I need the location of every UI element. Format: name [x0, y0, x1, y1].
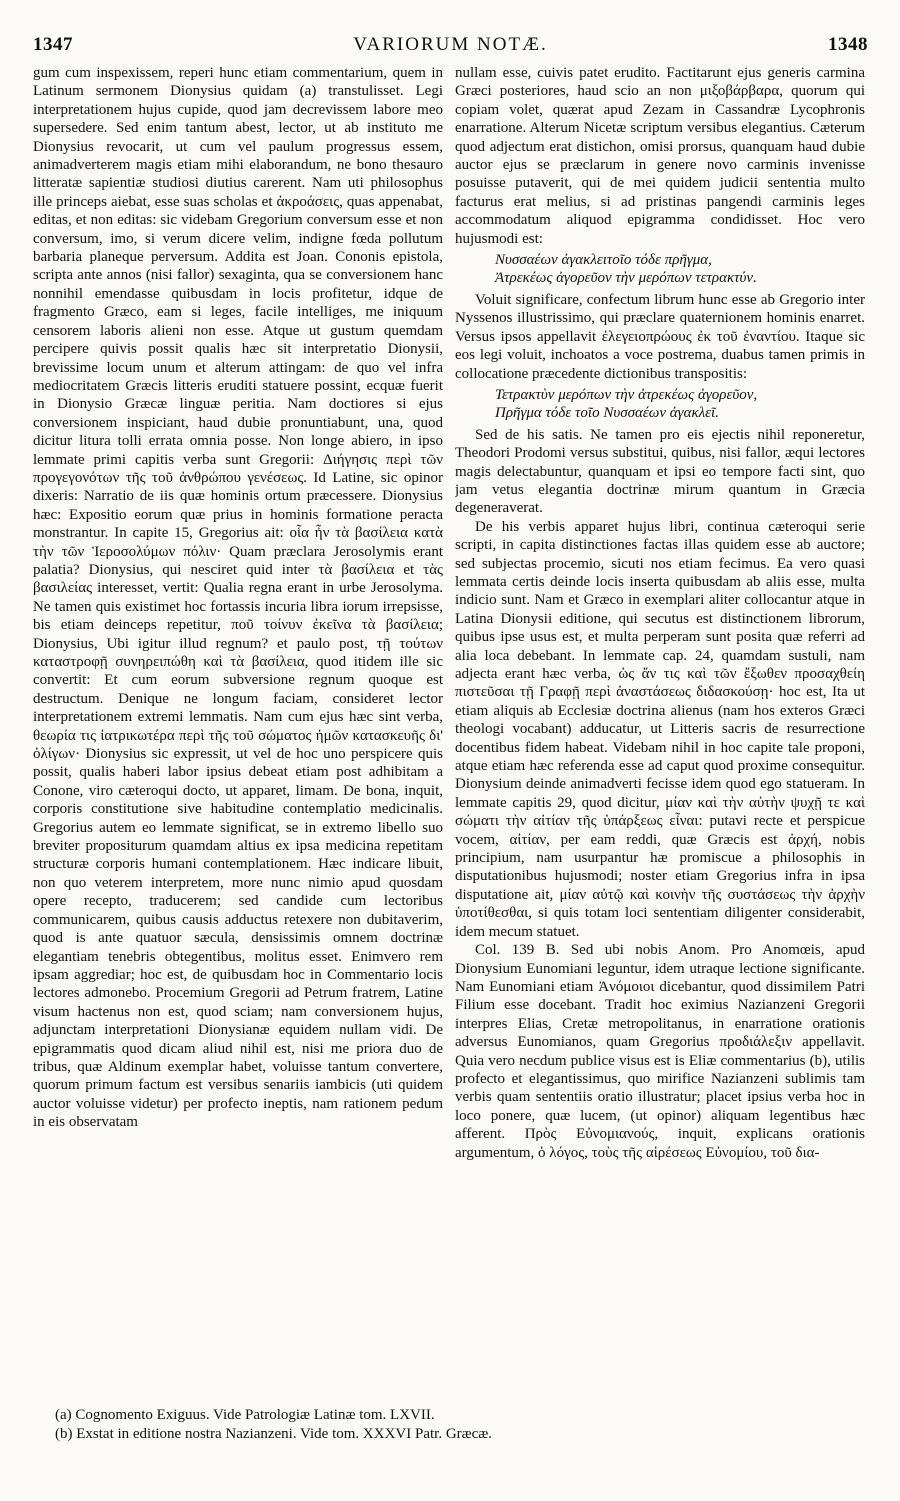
- footnote-b: (b) Exstat in editione nostra Nazianzeni. Vide tom. XXXVI Patr. Græcæ.: [55, 1425, 493, 1442]
- footnotes: [55, 1406, 875, 1443]
- paragraph-5: Col. 139 B. Sed ubi nobis Anom. Pro Anomœis, apud Dionysium Eunomiani leguntur, idem utraque lectione significante. Nam Eunomiani etiam Ἀνόμοιοι dicebantur, quod dissimilem Patri Filium esse docebant. Tradit hoc eximius Nazianzeni Gregorii interpres Elias, Cretæ metropolitanus, in enarratione orationis adversus Eunomianos, quam Gregorius προδιάλεξιν appellavit. Quia vero necdum publice visus est is Eliæ commentarius (b), utilis profecto et elegantissimus, quo mirifice Nazianzeni sublimis tam verbis quam sententiis oratio illustratur; placet ipsius verba hoc in loco ponere, quæ lucem, (ut opinor) aliquam legentibus hæc afferent. Πρὸς Εὐνομιανούς, inquit, explicans orationis argumentum, ὁ λόγος, τοὺς τῆς αἱρέσεως Εὐνομίου, τοῦ δια-: [455, 942, 865, 1161]
- paragraph-4: De his verbis apparet hujus libri, continua cæteroqui serie scripti, in capita distinctiones factas illas quidem esse ab auctore; sed subjectas procemio, sicuti nos etiam fecimus. Ea vero quasi lemmata certis deinde locis inserta quibusdam ab aliis esse, multa indicio sunt. Nam et Græco in exemplari aliter collocantur atque in Latina Dionysii editione, qui secutus est distinctionem librorum, quibus ipse usus est, et multa perperam sunt posita quæ referri ad alia loca debebant. In lemmate cap. 24, quamdam sustuli, nam adjecta erant hæc verba, ὡς ἄν τις καὶ τῶν ἔξωθεν προσαχθείη πιστεῦσαι τῇ Γραφῇ περὶ ἀναστάσεως διδασκούσῃ· hoc est, Ita ut etiam aliquis ab Ecclesiæ doctrina alienus (nam hos exteros Græci theologi vocabant) adducatur, ut Litteris sacris de resurrectione docentibus fidem habeat. Videbam nihil in hoc capite tale proponi, atque etiam hæc referenda esse ad caput quod proxime consequitur. Dionysium deinde animadverti fecisse idem quod ego statueram. In lemmate capitis 29, quod dicitur, μίαν καὶ τὴν αὐτὴν ψυχῇ τε καὶ σώματι τὴν αἰτίαν τῆς ὑπάρξεως εἶναι: putavi recte et perspicue vocem, αἰτίαν, per eam reddi, quæ Græcis est ἀρχή, nobis principium, nam usurpantur hæ promiscue a philosophis in disputationibus hujusmodi; noster etiam Gregorius infra in ipsa disputatione ait, μίαν αὐτῷ καὶ κοινὴν τῆς συστάσεως τὴν ἀρχὴν ὑποτίθεσθαι, si quis totam loci sententiam diligenter considerabit, idem mecum statuet.: [455, 518, 865, 940]
- left-column-text: gum cum inspexissem, reperi hunc etiam commentarium, quem in Latinum sermonem Dionysius quidam (a) transtulisset. Legi interpretationem hujus cupide, quod jam decrevissem labore meo supersedere. Sed enim tantum abest, lector, ut ab instituto me Dionysius revocarit, ut cum vel paulum progressus essem, animadverterem magis etiam mihi elaborandum, ne bono thesauro litteratæ sapientiæ studiosi diutius carerent. Nam uti philosophus ille princeps aiebat, esse suas scholas et ἀκροάσεις, quas appenabat, editas, et non editas: sic videbam Gregorium conversum esse et non conversum, imo, si verum dicere velim, indigne fœda pollutum barbaria planeque perversum. Addita est Joan. Cononis epistola, scripta ante annos (nisi fallor) sexaginta, qua se conversionem hanc nonnihil emendasse quibusdam in locis profitetur, idque de fragmento Græco, eam si leges, facile intelliges, me iniquum censorem laboris alieni non esse. Atque ut gustum quemdam percipere quivis possit qualis hæc sit interpretatio Dionysii, brevissime locum unum et alterum attingam: de quo vel infra mediocritatem Græcis litteris eruditi statuere possint, ecquæ fuerit in Dionysio Græcæ linguæ peritia. Nam doctiores si ejus conversionem inspiciant, haud dubie pronuntiabunt, una, quod dicitur litura tolli errata omnia posse. Non longe abiero, in ipso lemmate primi capitis verba sunt Gregorii: Διήγησις περὶ τῶν προγεγονότων τῆς τοῦ ἀνθρώπου γενέσεως. Id Latine, sic opinor dixeris: Narratio de iis quæ hominis ortum præcessere. Dionysius hæc: Expositio eorum quæ prius in hominis formatione peracta monstrantur. In capite 15, Gregorius ait: οἷα ἦν τὰ βασίλεια κατὰ τὴν τῶν Ἱεροσολύμων πόλιν· Quam præclara Jerosolymis erant palatia? Dionysius, qui nesciret quid inter τὰ βασίλεια et τὰς βασιλείας interesset, vertit: Qualia regna erant in urbe Jerosolyma. Ne tamen quis existimet hoc fortassis incuria libra iorum irrepsisse, bis etiam deinceps repetitur, ποῦ τοίνυν ἐκεῖνα τὰ βασίλεια; Dionysius, Ubi igitur illud regnum? et paulo post, τῇ τούτων καταστροφῇ συνηρειπώθη καὶ τὰ βασίλεια, quod itidem ille sic convertit: Et cum eorum subversione regnum quoque est destructum. Denique ne longum faciam, consideret lector interpretationem extremi lemmatis. Nam cum ejus hæc sint verba, θεωρία τις ἰατρικωτέρα περὶ τῆς τοῦ σώματος ἡμῶν κατασκευῆς δι' ὀλίγων· Dionysius sic expressit, ut vel de hoc uno perspicere quis possit, qualis haberi labor ipsius debeat etiam post adhibitam a Conone, viro cæteroqui docto, ut apparet, limam. De bona, inquit, corporis constitutione sive habitudine contemplatio medicinalis. Gregorius autem eo lemmate significat, se in extremo libello suo breviter propositurum quamdam altius ex ipsa medicina repetitam structuræ corporis humani contemplationem. Hæc indicare libuit, non quo veterem interpretem, more nunc nimio apud quosdam opere recepto, traducerem; sed candide cum lectoribus communicarem, quibus causis adductus retexere non dubitaverim, quod is ante quatuor sæcula, densissimis omnem doctrinæ elegantiam tenebris obtegentibus, molitus esset. Enimvero rem ipsam aggrediar; hoc est, de quibusdam hoc in Commentario locis lectores admonebo. Procemium Gregorii ad Petrum fratrem, Latine visum hactenus non est, quod sciam; nam conversionem hujus, adjunctam interpretationi Dionysianæ equidem nullam vidi. De epigrammatis quod dicam aliud nihil est, nisi me priora duo de tribus, quæ Aldinum exemplar habet, voluisse tantum convertere, quorum primum factum est versibus senariis iambicis (uti quidem auctor voluisse videtur) per profecto ineptis, nam rationem pedum in eis observatam: [33, 65, 443, 1131]
- verse-line: Πρῆγμα τόδε τοῖο Νυσσαέων ἀγακλεῖ.: [495, 405, 719, 422]
- left-column: [33, 64, 443, 1399]
- right-column: [455, 64, 865, 1399]
- footnote-a: (a) Cognomento Exiguus. Vide Patrologiæ Latinæ tom. LXVII.: [55, 1407, 435, 1423]
- paragraph-3: Sed de his satis. Ne tamen pro eis ejectis nihil reponeretur, Theodori Prodomi versus substitui, quibus, nisi fallor, æqui lectores magis delectabuntur, quanquam et ipsi eo tempore facti sint, quo jam vetus elegantia doctrinæ mirum quantum in Græcia degeneraverat.: [455, 426, 865, 517]
- page-header: [33, 34, 868, 58]
- verse-line: Τετρακτὺν μερόπων τὴν ἀτρεκέως ἀγορεῦον,: [495, 386, 758, 403]
- running-title: VARIORUM NOTÆ.: [353, 34, 548, 55]
- verse-greek-1: [495, 251, 865, 288]
- verse-line: Νυσσαέων ἀγακλειτοῖο τόδε πρῆγμα,: [495, 252, 712, 269]
- page-number-right: 1348: [828, 34, 868, 55]
- verse-greek-2: [495, 386, 865, 423]
- verse-line: Ἀτρεκέως ἀγορεῦον τὴν μερόπων τετρακτύν.: [495, 270, 757, 287]
- paragraph-2: Voluit significare, confectum librum hunc esse ab Gregorio inter Nyssenos illustrissimo, qui præclare quaternionem hominis enarret. Versus ipsos appellavit ἐλεγειοπρώους ἐκ τοῦ ἐναντίου. Itaque sic eos legi voluit, inchoatos a voce postrema, duabus tamen primis in collocatione præcedente dictionibus transpositis:: [455, 291, 865, 382]
- paragraph-1: nullam esse, cuivis patet erudito. Factitarunt ejus generis carmina Græci posteriores, haud scio an non μιξοβάρβαρα, quorum qui copiam volet, quærat apud Zezam in Cassandræ Lycophronis enarratione. Alterum Nicetæ scriptum versibus elegantius. Cæterum quod adjectum erat distichon, omisi prorsus, quanquam haud dubie auctor ejus se præclarum in genere novo carminis invenisse posuisse putaverit, qui de mei quidem judicii sententia multo facturus erat melius, si ad pristinas pangendi carminis leges accommodatum aliquod epigramma condidisset. Hoc vero hujusmodi est:: [455, 65, 865, 247]
- page-number-left: 1347: [33, 34, 73, 55]
